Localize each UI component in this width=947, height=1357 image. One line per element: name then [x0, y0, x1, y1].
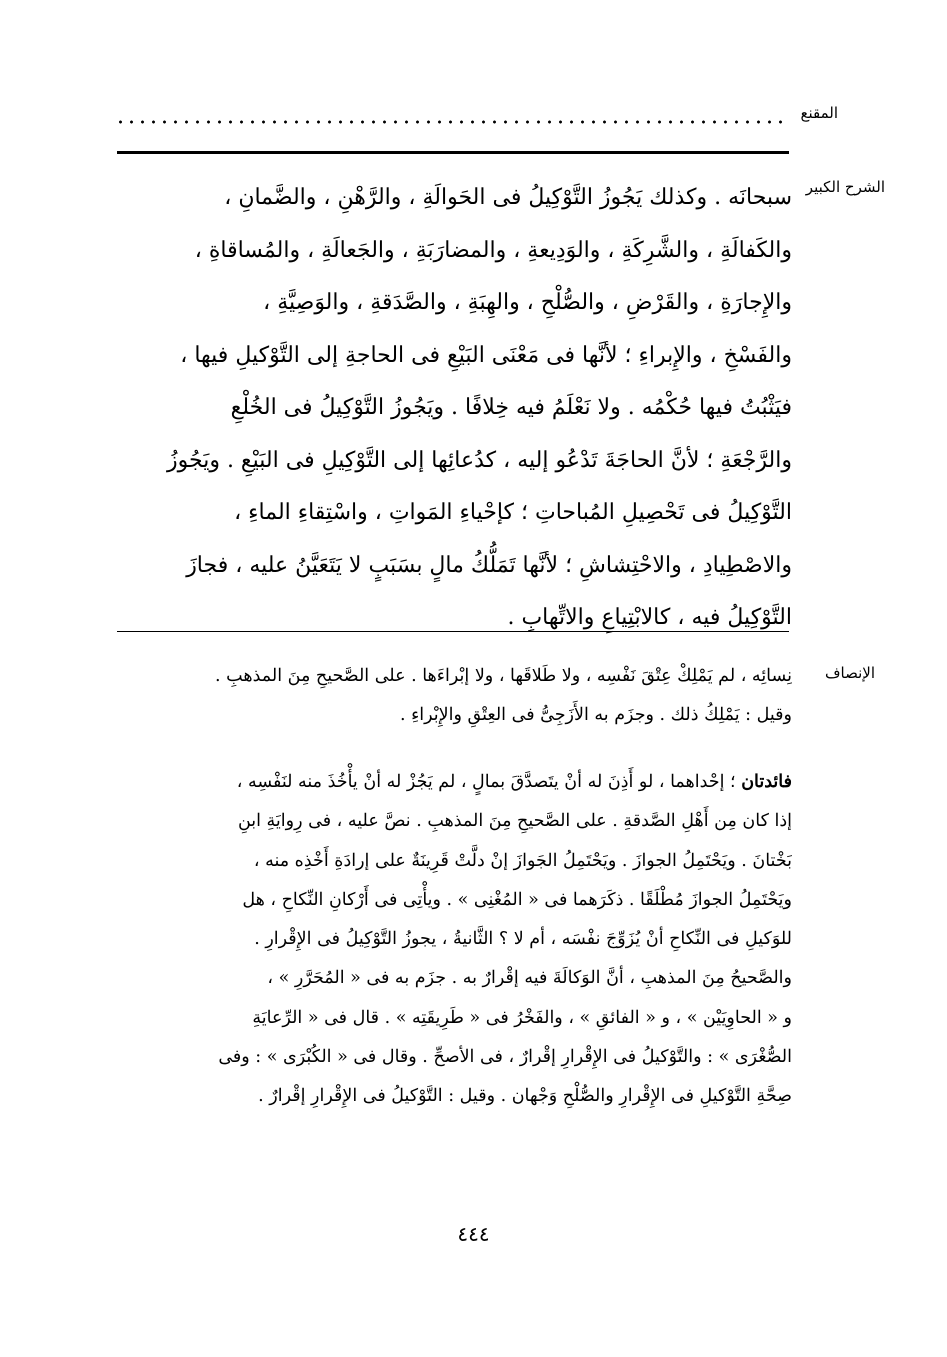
text-line: فيَثْبُتُ فيها حُكْمُه . ولا نَعْلَمُ فيه خِلافًا . ويَجُوزُ التَّوْكِيلُ فى الخُلْعِ: [230, 395, 792, 420]
text-line: نِسائِه ، لم يَمْلِكْ عِتْقَ نَفْسِه ، ولا طَلاقَها ، ولا إبْراءَها . على الصَّحيحِ مِنَ المذهبِ .: [215, 666, 792, 686]
sharh-section-label: الشرح الكبير: [805, 178, 885, 196]
sharh-text-block: [112, 172, 792, 645]
text-line: و « الحاوِيَيْن » ، و « الفائقِ » ، والفَخْرُ فى « طَرِيقَتِه » . قال فى « الرِّعايَةِ: [252, 1007, 792, 1028]
text-line: سبحانَه . وكذلك يَجُوزُ التَّوْكِيلُ فى الحَوالَةِ ، والرَّهْنِ ، والضَّمانِ ،: [224, 185, 792, 210]
text-line: والكَفالَةِ ، والشَّرِكَةِ ، والوَدِيعةِ ، والمضارَبَةِ ، والجَعالَةِ ، والمُساقاةِ ،: [194, 237, 792, 263]
text-line: التَّوْكِيلُ فى تَحْصِيلِ المُباحاتِ ؛ كإحْياءِ المَواتِ ، واسْتِقاءِ الماءِ ،: [234, 500, 792, 525]
insaf-text-block: [112, 657, 792, 735]
fawaid-heading: فائدتان: [741, 772, 792, 792]
text-line: التَّوْكِيلُ فيه ، كالابْتِياعِ والاتِّهابِ .: [507, 605, 792, 630]
text-line: إذا كان مِن أَهْلِ الصَّدقةِ . على الصَّحيحِ مِنَ المذهبِ . نصَّ عليه ، فى رِوايَةِ ابنِ: [237, 811, 792, 832]
page-number: ٤٤٤: [457, 1222, 490, 1246]
text-line: والرَّجْعَةِ ؛ لأنَّ الحاجَةَ تَدْعُو إليه ، كدُعائِها إلى التَّوْكِيلِ فى البَيْعِ . ويَجُوزُ: [167, 447, 792, 473]
text-line: والصَّحيحُ مِنَ المذهبِ ، أنَّ الوَكالَةَ فيه إقْرارٌ به . جزَم به فى « المُحَرَّرِ » ،: [267, 968, 792, 989]
text-line: للوَكيلِ فى النِّكاحِ أنْ يُزَوِّجَ نفْسَه ، أم لا ؟ الثَّانيةُ ، يجوزُ التَّوْكِيلُ فى الإِقْرارِ .: [254, 929, 792, 950]
text-line: بَخْتانَ . ويَحْتَمِلُ الجوازَ . ويَحْتَمِلُ الجَوازَ إنْ دلَّتْ قَرِينَةٌ على إرادَةِ أَخْذِه منه ،: [253, 850, 792, 871]
header-rule: [117, 151, 789, 154]
text-line: وقيل : يَمْلِكُ ذلك . وجزَم به الأَزَجِىُّ فى العِتْقِ والإِبْراءِ .: [399, 705, 792, 725]
text-line: [112, 763, 792, 802]
text-line: والاصْطِيادِ ، والاحْتِشاشِ ؛ لأنَّها تَمَلُّكُ مالٍ بسَبَبٍ لا يَتَعَيَّنُ عليه ، فجازَ: [186, 552, 792, 578]
dotted-separator: [115, 118, 790, 126]
text-line: صِحَّةِ التَّوْكيلِ فى الإِقْرارِ والصُّلْحِ وَجْهان . وقيل : التَّوْكيلُ فى الإِقْرارِ إقْرارٌ .: [258, 1086, 792, 1107]
insaf-section-label: الإنصاف: [824, 664, 875, 682]
text-line: والفَسْخِ ، والإِبراءِ ؛ لأنَّها فى مَعْنَى البَيْعِ فى الحاجةِ إلى التَّوْكيلِ فيها ،: [180, 342, 792, 368]
text-line: والإِجارَةِ ، والقَرْضِ ، والصُّلْحِ ، والهِبَةِ ، والصَّدَقةِ ، والوَصِيَّةِ ،: [263, 290, 792, 315]
text-line: الصُّغْرَى » : والتَّوْكيلُ فى الإِقْرارِ إقْرارٌ ، فى الأصحِّ . وقال فى « الكُبْرَى » : وفى: [218, 1047, 792, 1068]
running-header-label: المقنع: [800, 104, 838, 122]
text-line: ويَحْتَمِلُ الجوازَ مُطْلَقًا . ذكَرَهما فى « المُغْنِى » . ويأْتِى فى أَرْكانِ النِّكاحِ ، هل: [242, 889, 792, 910]
fawaid-first-line: ؛ إحْداهما ، لو أَذِنَ له أنْ يتَصدَّقَ بمالٍ ، لم يَجُزْ له أنْ يأْخُذَ منه لنَفْسِه ،: [236, 772, 742, 792]
fawaid-text-block: [112, 763, 792, 1117]
section-divider: [117, 631, 789, 632]
